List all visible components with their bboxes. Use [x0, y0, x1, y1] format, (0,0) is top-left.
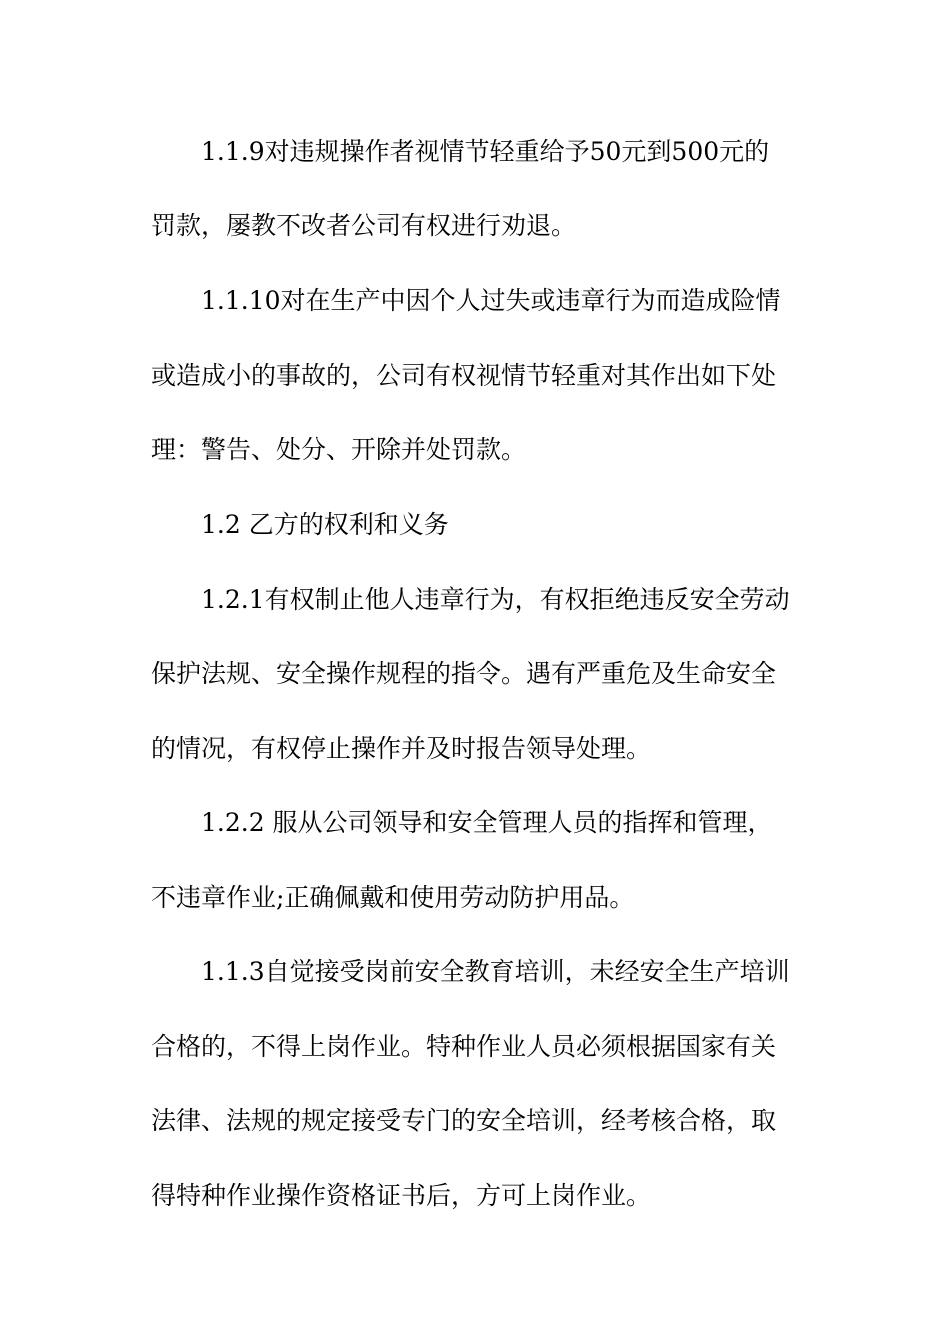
text-line: 得特种作业操作资格证书后，方可上岗作业。 — [151, 1181, 652, 1210]
text-line: 1.1.9对违规操作者视情节轻重给予50元到500元的 — [201, 137, 770, 166]
text-line: 1.2.1有权制止他人违章行为，有权拒绝违反安全劳动 — [201, 585, 790, 614]
text-line: 保护法规、安全操作规程的指令。遇有严重危及生命安全 — [151, 659, 777, 688]
text-line: 的情况，有权停止操作并及时报告领导处理。 — [151, 734, 652, 763]
text-line: 合格的，不得上岗作业。特种作业人员必须根据国家有关 — [151, 1032, 777, 1061]
text-line: 1.1.10对在生产中因个人过失或违章行为而造成险情 — [201, 286, 781, 315]
text-line: 1.2.2 服从公司领导和安全管理人员的指挥和管理， — [201, 808, 773, 837]
section-heading: 1.2 乙方的权利和义务 — [201, 510, 449, 539]
text-line: 或造成小的事故的，公司有权视情节轻重对其作出如下处 — [151, 361, 777, 390]
text-line: 罚款，屡教不改者公司有权进行劝退。 — [151, 211, 577, 240]
text-line: 理：警告、处分、开除并处罚款。 — [151, 435, 527, 464]
text-line: 1.1.3自觉接受岗前安全教育培训，未经安全生产培训 — [201, 957, 790, 986]
text-line: 不违章作业;正确佩戴和使用劳动防护用品。 — [151, 883, 635, 912]
text-line: 法律、法规的规定接受专门的安全培训，经考核合格，取 — [151, 1106, 777, 1135]
